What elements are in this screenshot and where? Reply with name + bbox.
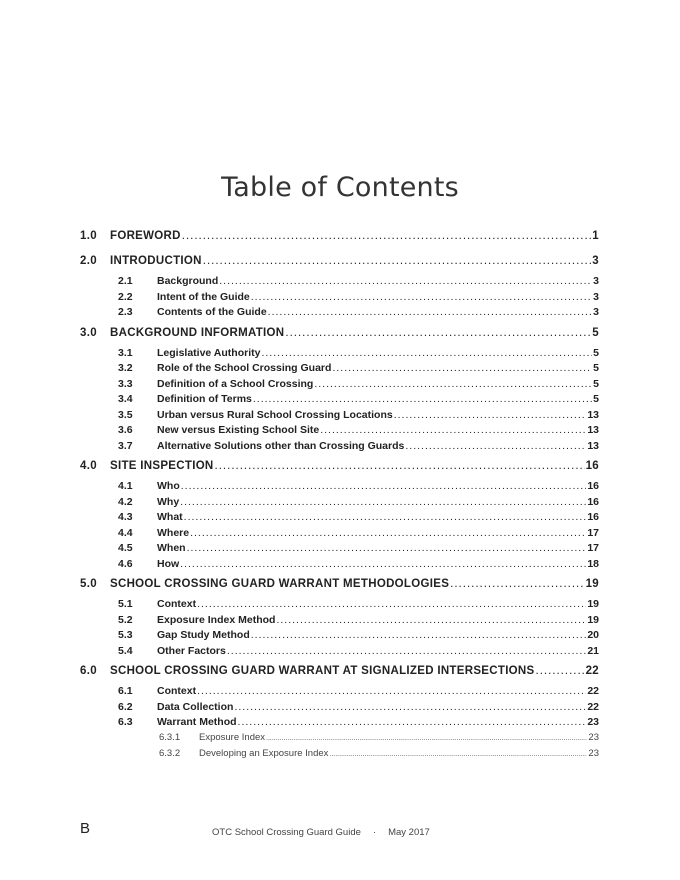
dot-leader <box>268 306 592 318</box>
entry-title: Other Factors <box>157 644 226 657</box>
toc-section-entry[interactable] <box>80 629 599 645</box>
toc-section-entry[interactable] <box>80 291 599 307</box>
entry-number: 3.7 <box>118 439 133 452</box>
entry-page: 19 <box>587 613 599 626</box>
dot-leader <box>329 748 587 759</box>
entry-title: Legislative Authority <box>157 346 261 359</box>
entry-page: 16 <box>585 460 599 472</box>
footer-page-letter: B <box>80 820 91 837</box>
entry-number: 3.0 <box>80 326 97 339</box>
toc-chapter-entry[interactable] <box>80 665 599 685</box>
entry-page: 23 <box>588 731 599 743</box>
toc-section-entry[interactable] <box>80 685 599 701</box>
dot-leader <box>227 645 586 657</box>
entry-title: Warrant Method <box>157 716 237 728</box>
entry-number: 4.4 <box>118 526 133 539</box>
dot-leader <box>238 716 587 728</box>
entry-title: Context <box>157 685 197 697</box>
entry-title: Context <box>157 598 197 610</box>
entry-page: 16 <box>587 480 599 492</box>
entry-title: What <box>157 511 183 523</box>
entry-number: 5.3 <box>118 629 133 641</box>
toc-section-entry[interactable] <box>80 527 599 543</box>
toc-chapter-entry[interactable] <box>80 230 599 250</box>
dot-leader <box>261 347 592 359</box>
toc-section-entry[interactable] <box>80 598 599 614</box>
entry-page: 23 <box>587 716 599 728</box>
entry-number: 6.3.1 <box>159 731 181 743</box>
entry-page: 16 <box>587 511 599 523</box>
entry-page: 13 <box>587 424 599 436</box>
entry-page: 5 <box>593 362 599 374</box>
footer-text <box>212 827 430 838</box>
toc-section-entry[interactable] <box>80 542 599 558</box>
dot-leader <box>184 511 587 523</box>
toc-chapter-entry[interactable] <box>80 578 599 598</box>
entry-title: Urban versus Rural School Crossing Locations <box>157 408 393 421</box>
toc-chapter <box>80 460 599 573</box>
toc-chapter <box>80 578 599 660</box>
toc-section-entry[interactable] <box>80 716 599 732</box>
toc-section-entry[interactable] <box>80 275 599 291</box>
entry-number: 5.4 <box>118 644 133 657</box>
entry-page: 21 <box>587 644 599 657</box>
toc-section-entry[interactable] <box>80 347 599 363</box>
dot-leader <box>405 440 586 452</box>
entry-page: 1 <box>592 230 599 242</box>
entry-number: 6.3.2 <box>159 747 181 759</box>
dot-leader <box>219 275 592 287</box>
entry-title: Gap Study Method <box>157 629 250 641</box>
toc-chapter-entry[interactable] <box>80 255 599 275</box>
entry-title: Alternative Solutions other than Crossing Guards <box>157 439 405 452</box>
entry-number: 6.3 <box>118 716 133 728</box>
toc-section-entry[interactable] <box>80 558 599 574</box>
entry-number: 6.2 <box>118 700 133 713</box>
toc-chapter <box>80 327 599 456</box>
toc-section-entry[interactable] <box>80 496 599 512</box>
entry-number: 3.2 <box>118 362 133 374</box>
dot-leader <box>180 496 586 508</box>
dot-leader <box>197 685 586 697</box>
entry-title: Intent of the Guide <box>157 290 250 303</box>
dot-leader <box>187 542 587 554</box>
toc-chapter-entry[interactable] <box>80 460 599 480</box>
entry-page: 3 <box>592 255 599 267</box>
entry-number: 3.5 <box>118 408 133 421</box>
toc-chapter <box>80 255 599 322</box>
entry-title: Where <box>157 526 190 539</box>
entry-number: 2.0 <box>80 255 97 267</box>
dot-leader <box>182 230 592 242</box>
entry-title: FOREWORD <box>110 230 181 242</box>
entry-page: 19 <box>587 598 599 610</box>
entry-title: Developing an Exposure Index <box>199 747 329 759</box>
toc-section-entry[interactable] <box>80 480 599 496</box>
entry-title: SITE INSPECTION <box>110 460 214 472</box>
dot-leader <box>251 629 587 641</box>
dot-leader <box>180 558 586 570</box>
entry-number: 3.3 <box>118 377 133 390</box>
entry-title: How <box>157 557 180 570</box>
dot-leader <box>215 460 585 472</box>
toc-section-entry[interactable] <box>80 409 599 425</box>
entry-title: Background <box>157 275 219 287</box>
dot-leader <box>276 614 586 626</box>
entry-number: 2.1 <box>118 275 133 287</box>
dot-leader <box>181 480 587 492</box>
entry-number: 5.1 <box>118 598 133 610</box>
entry-title: Role of the School Crossing Guard <box>157 362 332 374</box>
dot-leader <box>536 665 585 677</box>
entry-page: 3 <box>593 290 599 303</box>
toc-section-entry[interactable] <box>80 378 599 394</box>
entry-title: Definition of Terms <box>157 393 252 405</box>
entry-number: 5.2 <box>118 613 133 626</box>
entry-title: When <box>157 542 186 554</box>
dot-leader <box>314 378 592 390</box>
entry-page: 17 <box>587 542 599 554</box>
entry-number: 3.4 <box>118 393 133 405</box>
entry-title: BACKGROUND INFORMATION <box>110 326 285 339</box>
entry-title: New versus Existing School Site <box>157 424 320 436</box>
dot-leader <box>332 362 592 374</box>
toc-section-entry[interactable] <box>80 424 599 440</box>
dot-leader <box>203 255 592 267</box>
entry-page: 17 <box>587 526 599 539</box>
entry-number: 6.0 <box>80 665 97 677</box>
dot-leader <box>190 527 586 539</box>
footer-date: May 2017 <box>388 827 430 838</box>
entry-page: 19 <box>585 578 599 590</box>
dot-leader <box>234 701 586 713</box>
footer-separator: · <box>372 827 377 838</box>
toc-subsection-entry[interactable] <box>80 748 599 764</box>
entry-page: 5 <box>593 393 599 405</box>
entry-page: 13 <box>587 439 599 452</box>
toc-subsection-entry[interactable] <box>80 732 599 748</box>
toc-chapter <box>80 665 599 764</box>
entry-page: 3 <box>593 306 599 318</box>
footer-guide-title: OTC School Crossing Guard Guide <box>212 827 361 838</box>
entry-number: 2.2 <box>118 290 133 303</box>
entry-title: Definition of a School Crossing <box>157 377 314 390</box>
toc-section-entry[interactable] <box>80 306 599 322</box>
entry-number: 4.6 <box>118 557 133 570</box>
entry-number: 4.3 <box>118 511 133 523</box>
toc-chapter <box>80 230 599 250</box>
entry-title: SCHOOL CROSSING GUARD WARRANT AT SIGNALIZED INTERSECTIONS <box>110 665 535 677</box>
entry-page: 13 <box>587 408 599 421</box>
dot-leader <box>450 578 584 590</box>
dot-leader <box>251 291 592 303</box>
dot-leader <box>253 393 592 405</box>
toc-section-entry[interactable] <box>80 511 599 527</box>
entry-page: 23 <box>588 747 599 759</box>
entry-number: 4.0 <box>80 460 97 472</box>
entry-page: 18 <box>587 557 599 570</box>
entry-number: 1.0 <box>80 230 97 242</box>
entry-number: 3.6 <box>118 424 133 436</box>
entry-page: 22 <box>585 665 599 677</box>
page-title: Table of Contents <box>221 172 459 203</box>
entry-number: 4.1 <box>118 480 133 492</box>
toc-section-entry[interactable] <box>80 701 599 717</box>
entry-title: INTRODUCTION <box>110 255 202 267</box>
entry-title: Exposure Index <box>199 731 266 743</box>
toc-section-entry[interactable] <box>80 614 599 630</box>
entry-title: Who <box>157 480 180 492</box>
entry-title: Why <box>157 495 180 508</box>
entry-number: 5.0 <box>80 578 97 590</box>
dot-leader <box>197 598 586 610</box>
entry-title: Contents of the Guide <box>157 306 267 318</box>
entry-number: 2.3 <box>118 306 133 318</box>
entry-title: Data Collection <box>157 700 234 713</box>
entry-title: SCHOOL CROSSING GUARD WARRANT METHODOLOGIES <box>110 578 450 590</box>
entry-page: 20 <box>587 629 599 641</box>
entry-number: 4.5 <box>118 542 133 554</box>
dot-leader <box>320 424 586 436</box>
entry-page: 16 <box>587 495 599 508</box>
table-of-contents <box>80 230 599 769</box>
entry-number: 6.1 <box>118 685 133 697</box>
toc-section-entry[interactable] <box>80 645 599 661</box>
entry-page: 5 <box>592 326 599 339</box>
dot-leader <box>266 732 587 743</box>
toc-section-entry[interactable] <box>80 393 599 409</box>
entry-page: 5 <box>593 377 599 390</box>
toc-chapter-entry[interactable] <box>80 327 599 347</box>
entry-title: Exposure Index Method <box>157 613 276 626</box>
entry-page: 5 <box>593 346 599 359</box>
entry-number: 4.2 <box>118 495 133 508</box>
toc-section-entry[interactable] <box>80 440 599 456</box>
entry-number: 3.1 <box>118 346 133 359</box>
entry-page: 22 <box>587 685 599 697</box>
dot-leader <box>285 327 591 339</box>
entry-page: 3 <box>593 275 599 287</box>
entry-page: 22 <box>587 700 599 713</box>
toc-section-entry[interactable] <box>80 362 599 378</box>
dot-leader <box>394 409 587 421</box>
